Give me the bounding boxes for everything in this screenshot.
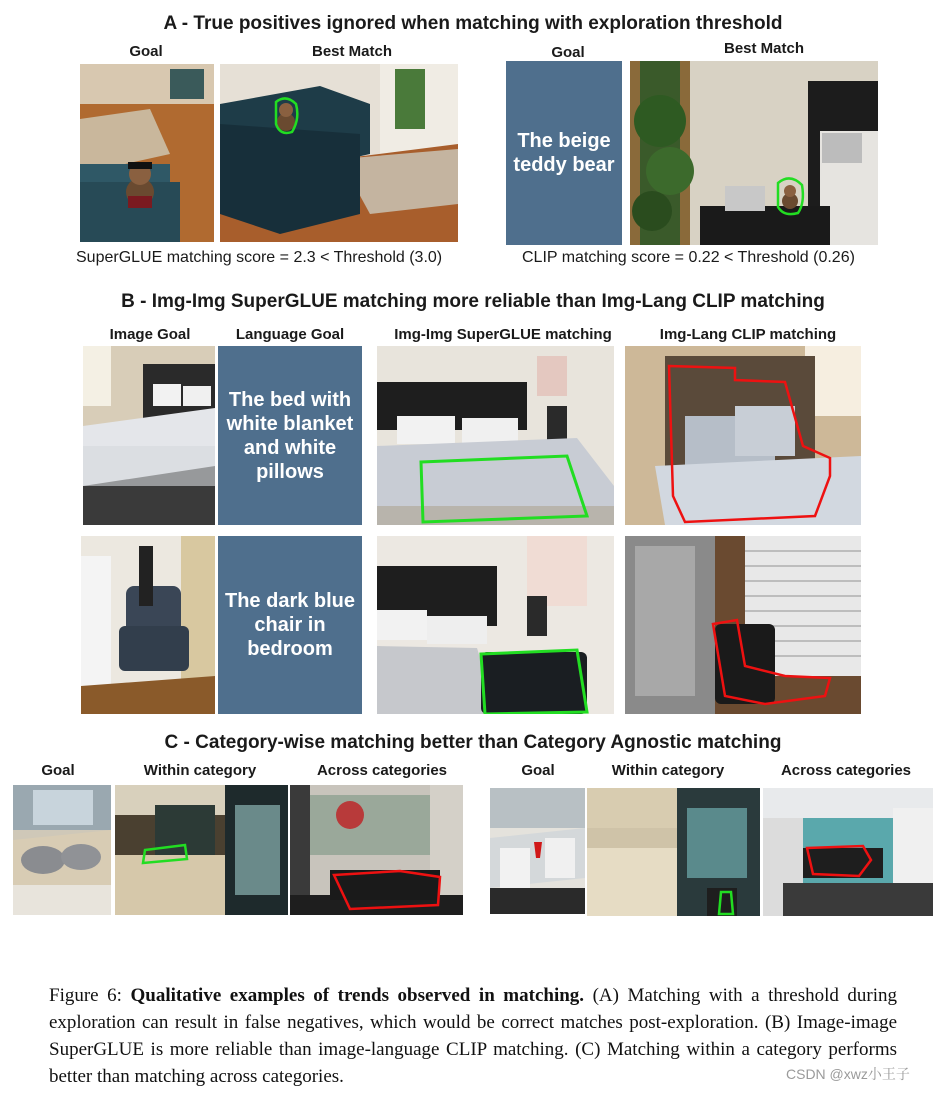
b-label-superglue: Img-Img SuperGLUE matching	[394, 326, 612, 343]
b-row2-superglue-image	[377, 536, 614, 714]
a-right-goal-label: Goal	[551, 44, 585, 61]
c-right-across-label: Across categories	[780, 762, 912, 779]
a-left-match-label: Best Match	[311, 43, 393, 60]
b-label-image-goal: Image Goal	[109, 326, 191, 343]
watermark: CSDN @xwz小王子	[786, 1066, 910, 1082]
a-left-goal-label: Goal	[129, 43, 163, 60]
c-left-within-label: Within category	[143, 762, 257, 779]
figure-caption	[49, 982, 897, 1090]
b-label-clip: Img-Lang CLIP matching	[659, 326, 837, 343]
a-right-match-label: Best Match	[723, 40, 805, 57]
b-row1-superglue-image	[377, 346, 614, 525]
c-left-goal-label: Goal	[41, 762, 75, 779]
caption-body: (A) Matching with a threshold during exploration can result in false negatives, which would be correct matches post-exploration. (B) Image-image SuperGLUE is more reliable than image-language CLIP matching. (C) Matching within a category performs better than matching across categories.	[49, 985, 898, 1087]
caption-bold: Qualitative examples of trends observed in matching.	[130, 985, 585, 1006]
c-left-goal-image	[13, 785, 111, 915]
c-right-within-label: Within category	[611, 762, 725, 779]
c-right-within-image	[587, 788, 760, 916]
c-right-goal-image	[490, 788, 585, 914]
c-right-goal-label: Goal	[521, 762, 555, 779]
a-right-match-image	[630, 61, 878, 245]
section-c-title: C - Category-wise matching better than Category Agnostic matching	[164, 732, 782, 753]
b-label-language-goal: Language Goal	[235, 326, 345, 343]
b-row2-language-goal: The dark blue chair in bedroom	[218, 536, 362, 714]
b-row2-image-goal	[81, 536, 215, 714]
section-b-title: B - Img-Img SuperGLUE matching more reliable than Img-Lang CLIP matching	[121, 291, 825, 312]
b-row2-clip-image	[625, 536, 861, 714]
caption-prefix: Figure 6:	[49, 985, 122, 1006]
b-row1-image-goal	[83, 346, 215, 525]
b-row1-clip-image	[625, 346, 861, 525]
section-a-title: A - True positives ignored when matching with exploration threshold	[163, 13, 783, 34]
a-right-score: CLIP matching score = 0.22 < Threshold (0.26)	[522, 249, 855, 266]
c-right-across-image	[763, 788, 933, 916]
c-left-across-image	[290, 785, 463, 915]
c-left-across-label: Across categories	[316, 762, 448, 779]
a-left-goal-image	[80, 64, 214, 242]
a-left-score: SuperGLUE matching score = 2.3 < Threshold (3.0)	[76, 249, 443, 266]
b-row1-language-goal: The bed with white blanket and white pillows	[218, 346, 362, 525]
c-left-within-image	[115, 785, 288, 915]
a-left-match-image	[220, 64, 458, 242]
a-right-goal-card: The beige teddy bear	[506, 61, 622, 245]
